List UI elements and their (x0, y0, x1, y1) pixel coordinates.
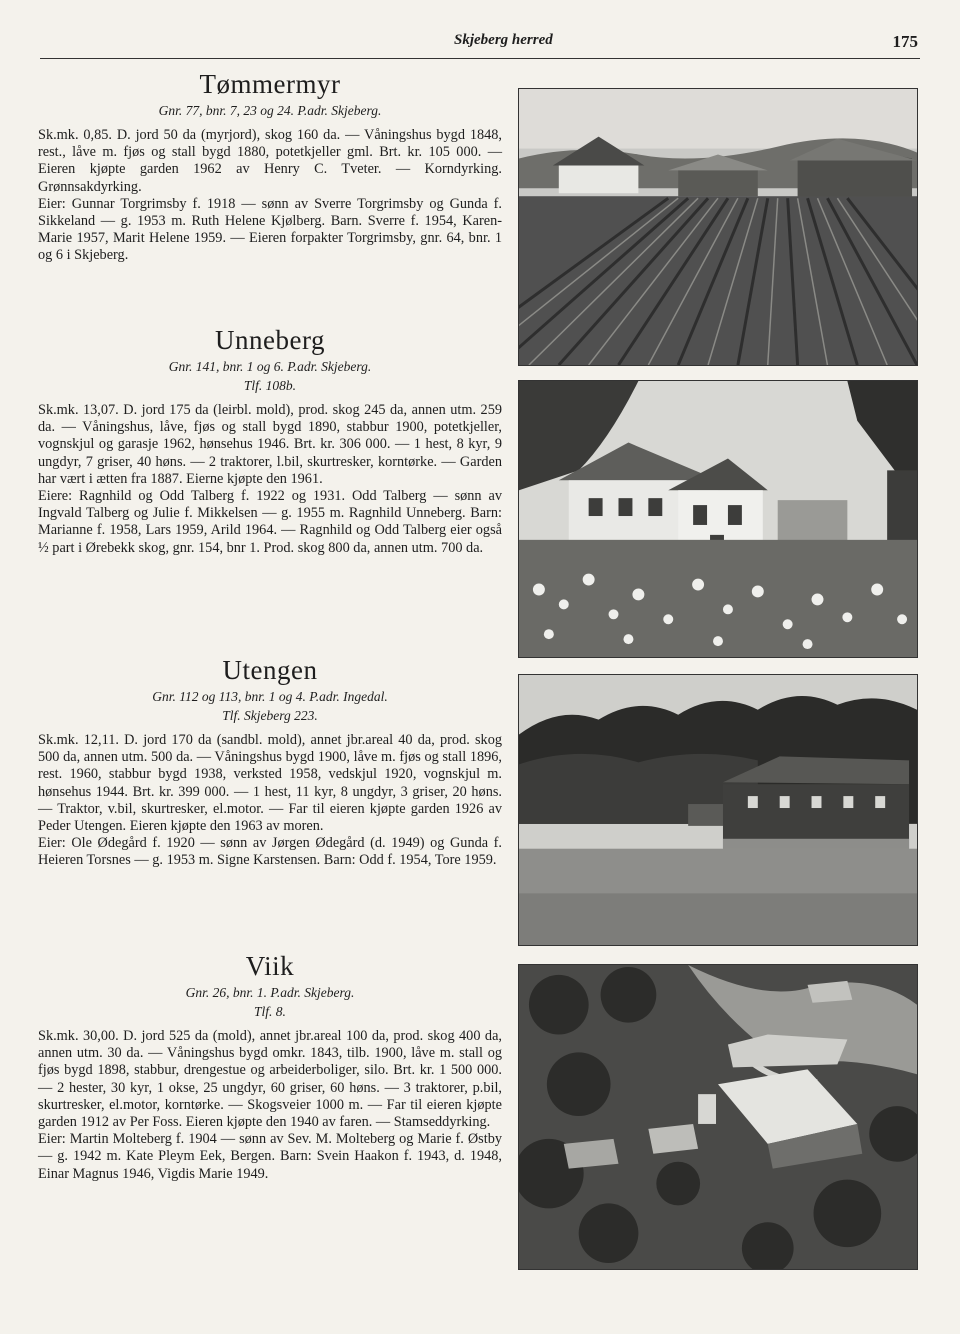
owner-paragraph: Eier: Martin Molteberg f. 1904 — sønn av Sev. M. Molteberg og Marie f. Østby — g. 1942 m. Kate Pleym Eek, Bergen. Barn: Svein Haakon f. 1943, d. 1948, Einar Magnus 1946, Vigdis Marie 1949. (38, 1131, 502, 1182)
photo-unneberg (518, 380, 918, 658)
farm-entry-tommermyr (38, 68, 502, 265)
farmhouse-photo (519, 381, 917, 657)
farm-meta: Gnr. 77, bnr. 7, 23 og 24. P.adr. Skjeberg. (158, 103, 382, 118)
owner-paragraph: Eier: Gunnar Torgrimsby f. 1918 — sønn av Sverre Torgrimsby og Gunda f. Sikkeland — g. 1953 m. Ruth Helene Kjølberg. Barn. Sverre f. 1954, Karen-Marie 1957, Marit Helene 1959. — Eieren forpakter Torgrimsby, gnr. 64, bnr. 1 og 6 i Skjeberg. (38, 195, 502, 264)
description-paragraph: Sk.mk. 12,11. D. jord 170 da (sandbl. mold), annet jbr.areal 40 da, prod. skog 500 da, annen utm. 500 da. — Våningshus bygd 1900, låve m. fjøs og stall 1896, rest. 1960, stabbur bygd 1938, verksted 1958, vedskjul 1920, vognskjul m. hønsehus 1944. Brt. kr. 399 000. — 1 hest, 11 kyr, 8 ungdyr, 3 griser, 20 høns. — Traktor, v.bil, skurtresker, el.motor. — Far til eieren kjøpte garden 1926 av Peder Utengen. Eieren kjøpte den 1963 av moren. (38, 732, 502, 835)
farm-description (38, 1028, 502, 1183)
farm-description (38, 127, 502, 265)
photo-utengen (518, 674, 918, 946)
farm-phone: Tlf. 8. (254, 1004, 286, 1019)
farm-description (38, 732, 502, 870)
owner-paragraph: Eier: Ole Ødegård f. 1920 — sønn av Jørgen Ødegård (d. 1949) og Gunda f. Heieren Torsnes — g. 1953 m. Signe Karstensen. Barn: Odd f. 1954, Tore 1959. (38, 835, 502, 869)
farm-meta: Gnr. 112 og 113, bnr. 1 og 4. P.adr. Ingedal. (152, 689, 388, 704)
farm-meta: Gnr. 141, bnr. 1 og 6. P.adr. Skjeberg. (168, 359, 372, 374)
page-header (40, 30, 920, 59)
barn-photo (519, 675, 917, 945)
description-paragraph: Sk.mk. 13,07. D. jord 175 da (leirbl. mold), prod. skog 245 da, annen utm. 259 da. — Våningshus, låve, fjøs og stall bygd 1890, stabbur 1900, potetkjeller, vognskjul og garasje 1962, hønsehus 1946. Brt. kr. 306 000. — 1 hest, 8 kyr, 9 ungdyr, 7 griser, 40 høns. — 2 traktorer, l.bil, skurtresker, korntørke. — Garden har vært i ætten fra 1887. Eierne kjøpte den 1961. (38, 402, 502, 487)
farm-title: Utengen (222, 655, 318, 685)
photo-tommermyr (518, 88, 918, 366)
farm-meta: Gnr. 26, bnr. 1. P.adr. Skjeberg. (185, 985, 355, 1000)
farm-title: Tømmermyr (199, 69, 341, 99)
owner-paragraph: Eiere: Ragnhild og Odd Talberg f. 1922 og 1931. Odd Talberg — sønn av Ingvald Talberg og Julie f. Mikkelsen — g. 1955 m. Ragnhild Unneberg. Barn: Marianne f. 1958, Lars 1959, Arild 1964. — Ragnhild og Odd Talberg eier også ½ part i Ørebekk skog, gnr. 154, bnr 1. Prod. skog 800 da, annen utm. 700 da. (38, 488, 502, 556)
aerial-farm-photo (519, 965, 917, 1269)
farm-entry-viik (38, 950, 502, 1183)
running-title: Skjeberg herred (454, 32, 553, 48)
description-paragraph: Sk.mk. 0,85. D. jord 50 da (myrjord), skog 160 da. — Våningshus bygd 1848, rest., låve m. fjøs og stall bygd 1880, potetkjeller gml. Brt. kr. 105 000. — Eieren kjøpte garden 1962 av Henry C. Tveter. — Korndyrking. Grønnsakdyrking. (38, 127, 502, 195)
farm-title: Unneberg (215, 325, 325, 355)
farm-entry-unneberg (38, 324, 502, 557)
page-number: 175 (892, 32, 918, 51)
photo-viik (518, 964, 918, 1270)
farm-title: Viik (245, 951, 295, 981)
farm-entry-utengen (38, 654, 502, 870)
farm-field-photo (519, 89, 917, 365)
farm-description (38, 402, 502, 557)
description-paragraph: Sk.mk. 30,00. D. jord 525 da (mold), annet jbr.areal 100 da, prod. skog 400 da, annen utm. 30 da. — Våningshus bygd omkr. 1843, tilb. 1900, låve m. stall og fjøs bygd 1898, stabbur, drengestue og arbeiderboliger, silo. Brt. kr. 1 500 000. — 2 hester, 30 kyr, 1 okse, 25 ungdyr, 60 griser, 60 høns. — 3 traktorer, p.bil, skurtresker, el.motor, korntørke. — Skogsveier 1000 m. — Far til eieren kjøpte garden 1912 av Per Foss. Eieren kjøpte den 1940 av faren. — Stamseddyrking. (38, 1028, 502, 1131)
farm-phone: Tlf. 108b. (243, 378, 297, 393)
farm-phone: Tlf. Skjeberg 223. (222, 708, 318, 723)
